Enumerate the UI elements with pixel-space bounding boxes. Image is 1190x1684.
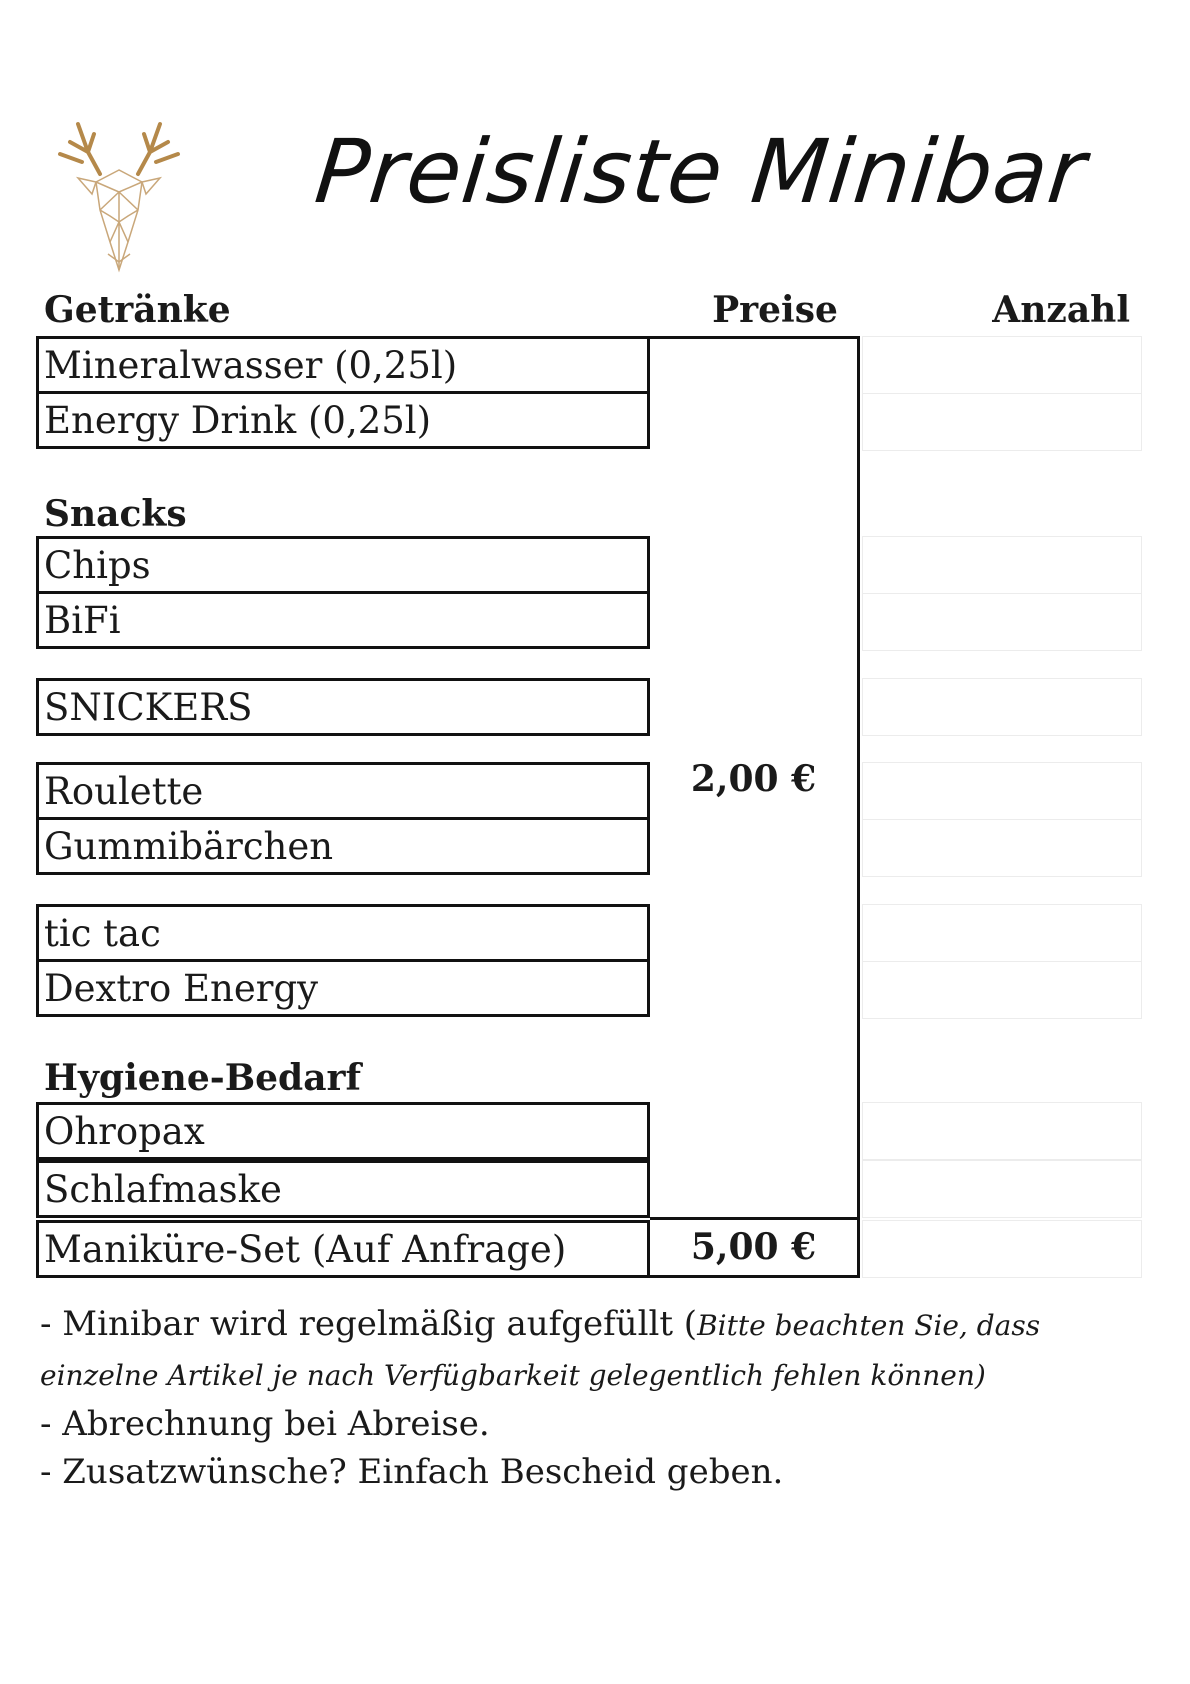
- quantity-cell[interactable]: [862, 1220, 1142, 1278]
- header-quantity: Anzahl: [992, 289, 1130, 331]
- item-row: Mineralwasser (0,25l): [36, 336, 650, 394]
- item-row: Maniküre-Set (Auf Anfrage): [36, 1220, 650, 1278]
- quantity-cell[interactable]: [862, 1102, 1142, 1160]
- page-title: Preisliste Minibar: [310, 120, 1092, 223]
- item-row: Schlafmaske: [36, 1160, 650, 1218]
- section-hygiene: Hygiene-Bedarf: [44, 1057, 361, 1099]
- price-standard: 2,00 €: [690, 758, 817, 800]
- quantity-cell[interactable]: [862, 904, 1142, 962]
- note-billing: - Abrechnung bei Abreise.: [40, 1404, 490, 1444]
- quantity-cell[interactable]: [862, 336, 1142, 394]
- deer-logo-icon: [48, 112, 190, 284]
- header-price: Preise: [712, 289, 838, 331]
- section-snacks: Snacks: [44, 493, 187, 535]
- quantity-cell[interactable]: [862, 762, 1142, 820]
- item-row: Ohropax: [36, 1102, 650, 1160]
- note-refill-text: - Minibar wird regelmäßig aufgefüllt (: [40, 1304, 698, 1344]
- note-refill: [40, 1300, 1150, 1400]
- item-row: Roulette: [36, 762, 650, 820]
- header-items: Getränke: [44, 289, 231, 331]
- quantity-cell[interactable]: [862, 678, 1142, 736]
- item-row: Chips: [36, 536, 650, 594]
- quantity-cell[interactable]: [862, 393, 1142, 451]
- note-requests: - Zusatzwünsche? Einfach Bescheid geben.: [40, 1452, 784, 1492]
- quantity-cell[interactable]: [862, 593, 1142, 651]
- quantity-cell[interactable]: [862, 819, 1142, 877]
- item-row: Energy Drink (0,25l): [36, 391, 650, 449]
- quantity-cell[interactable]: [862, 961, 1142, 1019]
- item-row: tic tac: [36, 904, 650, 962]
- notes: [40, 1300, 1150, 1496]
- item-row: Gummibärchen: [36, 817, 650, 875]
- note-refill-detail: Bitte beachten Sie, dass einzelne Artikel je nach Verfügbarkeit gelegentlich fehlen können): [40, 1309, 1041, 1392]
- price-box-standard: [650, 336, 860, 1220]
- price-manicure: 5,00 €: [650, 1220, 860, 1278]
- quantity-cell[interactable]: [862, 536, 1142, 594]
- item-row: SNICKERS: [36, 678, 650, 736]
- quantity-cell[interactable]: [862, 1160, 1142, 1218]
- item-row: Dextro Energy: [36, 959, 650, 1017]
- item-row: BiFi: [36, 591, 650, 649]
